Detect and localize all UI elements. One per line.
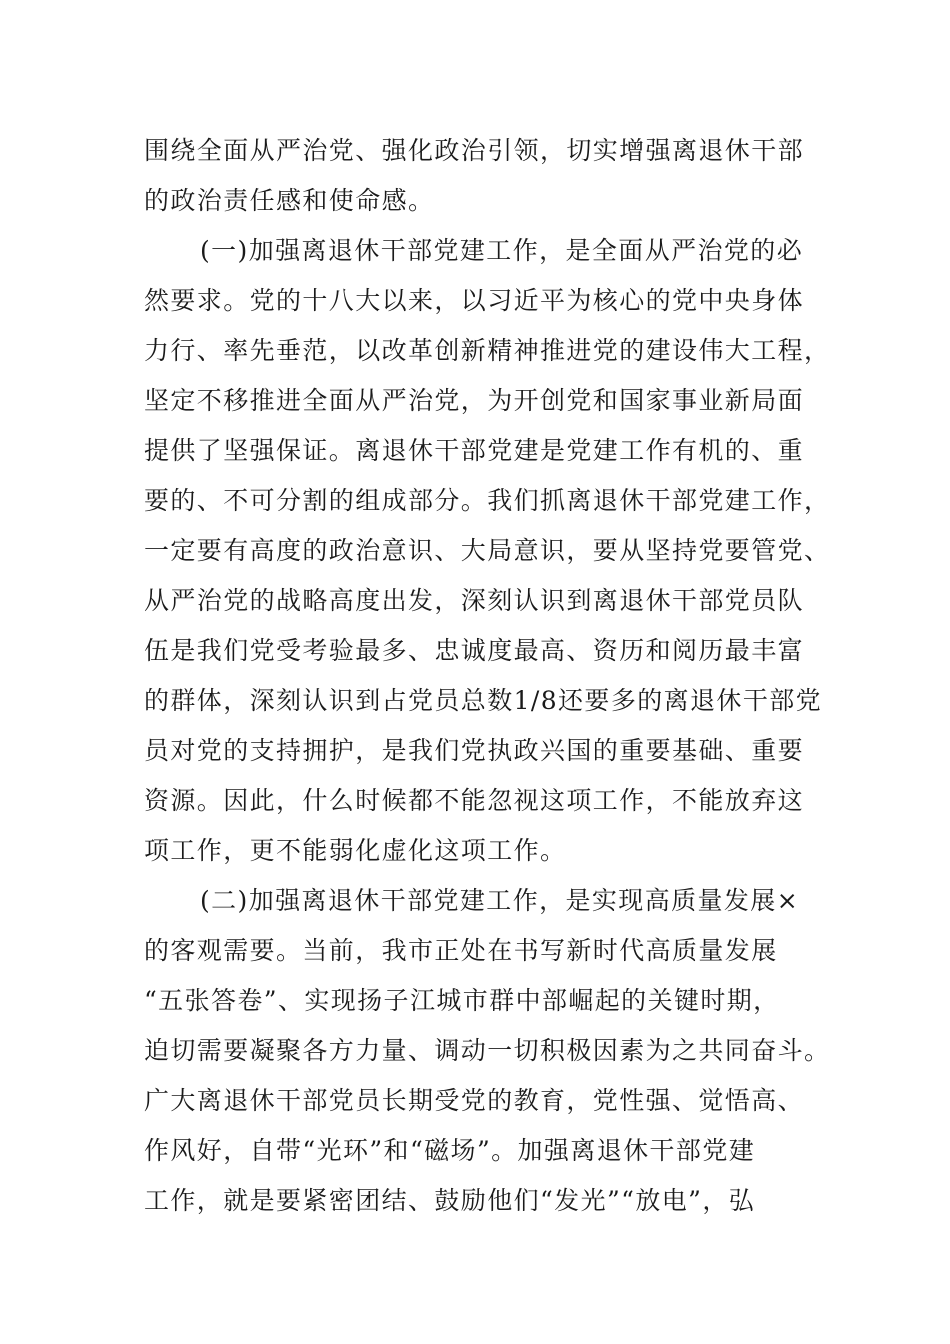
text-line: 资源。因此，什么时候都不能忽视这项工作，不能放弃这 xyxy=(144,786,805,815)
text-line: 的群体，深刻认识到占党员总数1/8还要多的离退休干部党 xyxy=(144,686,823,715)
text-line: 力行、率先垂范，以改革创新精神推进党的建设伟大工程， xyxy=(144,336,831,365)
text-line: 迫切需要凝聚各方力量、调动一切积极因素为之共同奋斗。 xyxy=(144,1036,831,1065)
text-line: 然要求。党的十八大以来，以习近平为核心的党中央身体 xyxy=(144,286,805,315)
body-text xyxy=(144,126,831,1226)
text-line: 工作，就是要紧密团结、鼓励他们“发光”“放电”，弘 xyxy=(144,1186,756,1215)
text-line: 伍是我们党受考验最多、忠诚度最高、资历和阅历最丰富 xyxy=(144,636,805,665)
text-line: “五张答卷”、实现扬子江城市群中部崛起的关键时期， xyxy=(144,986,780,1015)
text-line: 员对党的支持拥护，是我们党执政兴国的重要基础、重要 xyxy=(144,736,805,765)
section-heading-line: (二)加强离退休干部党建工作，是实现高质量发展× xyxy=(200,886,800,915)
text-line: 提供了坚强保证。离退休干部党建是党建工作有机的、重 xyxy=(144,436,805,465)
text-line: 坚定不移推进全面从严治党，为开创党和国家事业新局面 xyxy=(144,386,805,415)
text-line: 要的、不可分割的组成部分。我们抓离退休干部党建工作， xyxy=(144,486,831,515)
text-line: 围绕全面从严治党、强化政治引领，切实增强离退休干部 xyxy=(144,136,805,165)
text-line: 的政治责任感和使命感。 xyxy=(144,186,435,215)
text-line: 的客观需要。当前，我市正处在书写新时代高质量发展 xyxy=(144,936,778,965)
text-line: 广大离退休干部党员长期受党的教育，党性强、觉悟高、 xyxy=(144,1086,805,1115)
text-line: 作风好，自带“光环”和“磁场”。加强离退休干部党建 xyxy=(144,1136,756,1165)
text-line: 项工作，更不能弱化虚化这项工作。 xyxy=(144,836,567,865)
section-heading-line: (一)加强离退休干部党建工作，是全面从严治党的必 xyxy=(200,236,804,265)
text-line: 一定要有高度的政治意识、大局意识，要从坚持党要管党、 xyxy=(144,536,831,565)
text-line: 从严治党的战略高度出发，深刻认识到离退休干部党员队 xyxy=(144,586,805,615)
